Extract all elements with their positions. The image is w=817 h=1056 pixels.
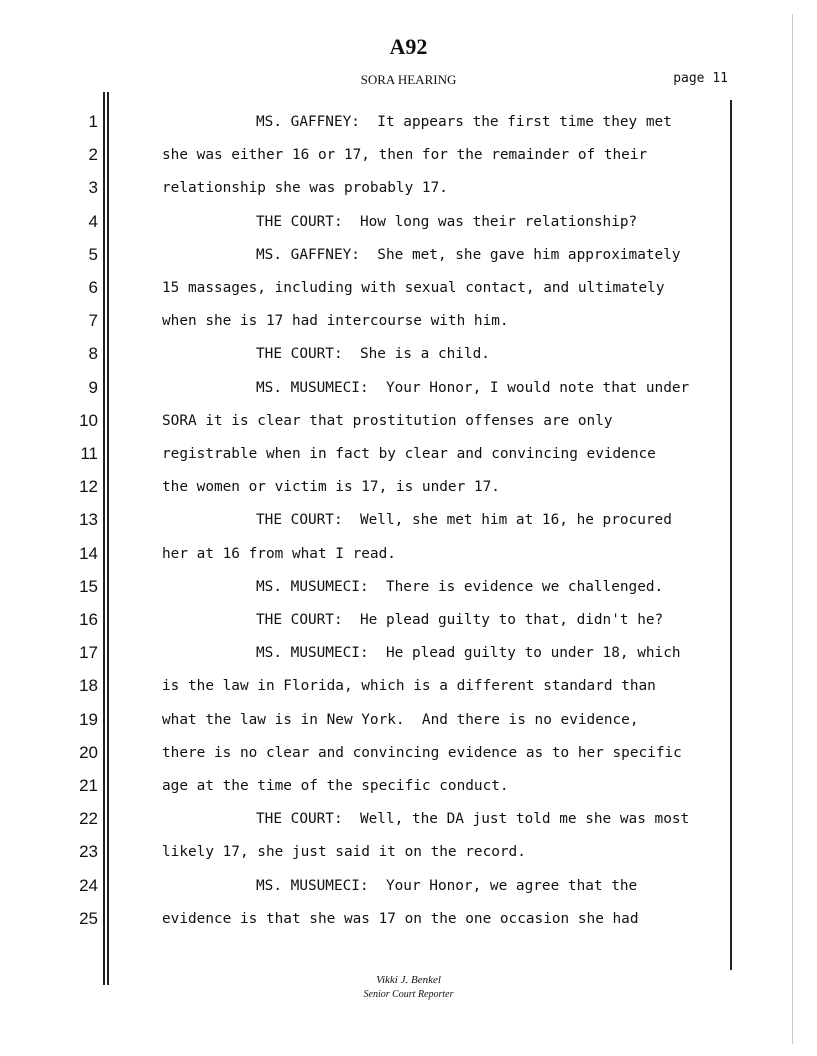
transcript-line-text: likely 17, she just said it on the record. <box>162 844 526 860</box>
left-margin-rule-outer <box>103 92 105 985</box>
line-number: 4 <box>88 212 98 231</box>
transcript-line-text: MS. MUSUMECI: Your Honor, I would note that under <box>256 380 690 396</box>
transcript-line-text: THE COURT: Well, she met him at 16, he procured <box>256 512 672 528</box>
transcript-line-text: her at 16 from what I read. <box>162 546 396 562</box>
line-number: 11 <box>80 444 98 463</box>
line-number: 13 <box>79 510 98 529</box>
line-number: 8 <box>88 344 98 363</box>
line-number: 16 <box>79 610 98 629</box>
court-reporter-name: Vikki J. Benkel <box>376 974 441 986</box>
transcript-line-text: 15 massages, including with sexual contact, and ultimately <box>162 280 665 296</box>
transcript-line-text: what the law is in New York. And there is no evidence, <box>162 712 639 728</box>
line-number: 2 <box>88 145 98 164</box>
left-margin-rule-inner <box>107 92 109 985</box>
line-number: 17 <box>79 643 98 662</box>
line-number: 19 <box>79 710 98 729</box>
transcript-line-text: THE COURT: How long was their relationship? <box>256 214 638 230</box>
line-number: 20 <box>79 743 98 762</box>
transcript-line-text: MS. GAFFNEY: She met, she gave him approximately <box>256 247 681 263</box>
line-number: 12 <box>79 477 98 496</box>
line-number: 1 <box>88 112 98 131</box>
line-number: 3 <box>88 178 98 197</box>
line-number: 9 <box>88 378 98 397</box>
transcript-line-text: MS. MUSUMECI: Your Honor, we agree that the <box>256 878 638 894</box>
exhibit-id: A92 <box>389 34 428 59</box>
court-reporter-title: Senior Court Reporter <box>363 989 454 1000</box>
line-number: 15 <box>79 577 98 596</box>
line-number: 22 <box>79 809 98 828</box>
transcript-line-text: the women or victim is 17, is under 17. <box>162 479 500 495</box>
line-number: 25 <box>79 909 98 928</box>
transcript-line-text: THE COURT: She is a child. <box>256 346 490 362</box>
transcript-line-text: there is no clear and convincing evidence as to her specific <box>162 745 682 761</box>
transcript-line-text: THE COURT: He plead guilty to that, didn't he? <box>256 612 664 628</box>
transcript-line-text: is the law in Florida, which is a different standard than <box>162 678 656 694</box>
page-number: page 11 <box>673 71 728 86</box>
transcript-line-text: when she is 17 had intercourse with him. <box>162 313 509 329</box>
line-number: 18 <box>79 676 98 695</box>
line-number: 21 <box>79 776 98 795</box>
transcript-line-text: registrable when in fact by clear and convincing evidence <box>162 446 656 462</box>
transcript-line-text: MS. MUSUMECI: He plead guilty to under 18, which <box>256 645 681 661</box>
transcript-line-text: MS. MUSUMECI: There is evidence we challenged. <box>256 579 664 595</box>
line-number: 14 <box>79 544 98 563</box>
line-number: 10 <box>79 411 98 430</box>
line-number: 6 <box>88 278 98 297</box>
line-number: 24 <box>79 876 98 895</box>
transcript-line-text: evidence is that she was 17 on the one occasion she had <box>162 911 639 927</box>
transcript-line-text: she was either 16 or 17, then for the remainder of their <box>162 147 648 163</box>
line-number: 5 <box>88 245 98 264</box>
hearing-title: SORA HEARING <box>360 72 457 87</box>
line-number: 7 <box>88 311 98 330</box>
transcript-line-text: age at the time of the specific conduct. <box>162 778 509 794</box>
transcript-line-text: SORA it is clear that prostitution offenses are only <box>162 413 613 429</box>
transcript-line-text: MS. GAFFNEY: It appears the first time they met <box>256 114 672 130</box>
line-number: 23 <box>79 842 98 861</box>
transcript-line-text: relationship she was probably 17. <box>162 180 448 196</box>
transcript-line-text: THE COURT: Well, the DA just told me she was most <box>256 811 690 827</box>
